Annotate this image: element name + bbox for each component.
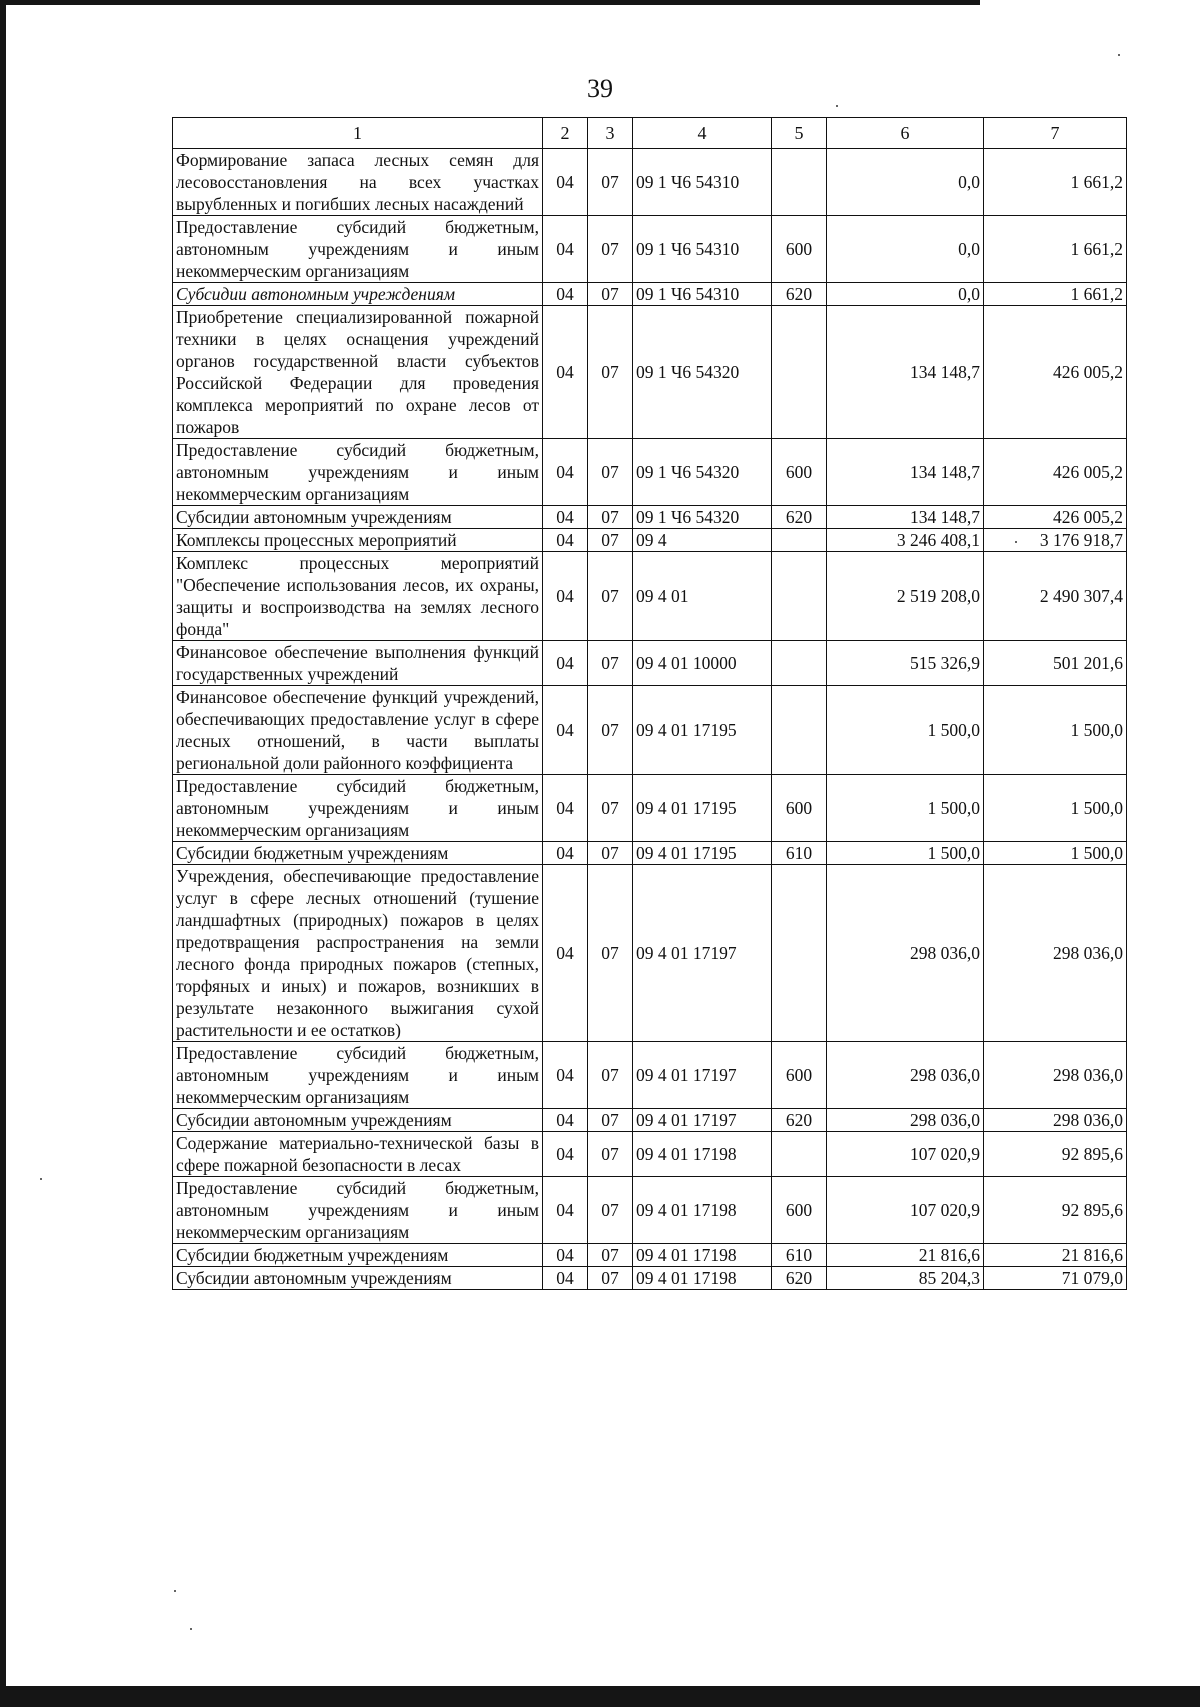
page-number: 39: [587, 74, 613, 103]
section-code-cell: 04: [543, 1132, 588, 1177]
section-code-cell: 04: [543, 149, 588, 216]
expense-type-cell: [772, 306, 827, 439]
amount-year-2-cell: 501 201,6: [984, 641, 1127, 686]
expense-type-cell: [772, 149, 827, 216]
subsection-code-cell: 07: [588, 1042, 633, 1109]
target-article-cell: 09 4 01: [633, 552, 772, 641]
amount-year-2-cell: 1 661,2: [984, 149, 1127, 216]
scan-speck: [836, 105, 838, 107]
subsection-code-cell: 07: [588, 216, 633, 283]
expense-type-cell: 600: [772, 775, 827, 842]
header-row: [173, 118, 1127, 149]
target-article-cell: 09 1 Ч6 54320: [633, 439, 772, 506]
expense-type-cell: 620: [772, 506, 827, 529]
row-name-cell: Финансовое обеспечение функций учреждений, обеспечивающих предоставление услуг в сфере лесных отношений, в части выплаты региональной доли районного коэффициента: [173, 686, 543, 775]
subsection-code-cell: 07: [588, 1177, 633, 1244]
section-code-cell: 04: [543, 1267, 588, 1290]
amount-year-2-cell: 21 816,6: [984, 1244, 1127, 1267]
target-article-cell: 09 4 01 17198: [633, 1177, 772, 1244]
table-row: [173, 306, 1127, 439]
amount-year-1-cell: 134 148,7: [827, 306, 984, 439]
subsection-code-cell: 07: [588, 865, 633, 1042]
expense-type-cell: 600: [772, 439, 827, 506]
amount-year-2-cell: 298 036,0: [984, 1042, 1127, 1109]
row-name-cell: Учреждения, обеспечивающие предоставление услуг в сфере лесных отношений (тушение ландшафтных (природных) пожаров в целях предотвращения распространения на земли лесного фонда природных пожаров (степных, торфяных и иных) и пожаров, возникших в результате незаконного выжигания сухой растительности и ее остатков): [173, 865, 543, 1042]
subsection-code-cell: 07: [588, 439, 633, 506]
budget-table: [172, 117, 1127, 1290]
amount-year-1-cell: 21 816,6: [827, 1244, 984, 1267]
target-article-cell: 09 1 Ч6 54310: [633, 216, 772, 283]
amount-year-1-cell: 298 036,0: [827, 1109, 984, 1132]
row-name-cell: Предоставление субсидий бюджетным, автономным учреждениям и иным некоммерческим организациям: [173, 1177, 543, 1244]
table-row: [173, 439, 1127, 506]
row-name-cell: Комплексы процессных мероприятий: [173, 529, 543, 552]
column-header: 3: [588, 118, 633, 149]
amount-year-2-cell: 298 036,0: [984, 1109, 1127, 1132]
subsection-code-cell: 07: [588, 149, 633, 216]
row-name-cell: Финансовое обеспечение выполнения функций государственных учреждений: [173, 641, 543, 686]
row-name-cell: Формирование запаса лесных семян для лесовосстановления на всех участках вырубленных и погибших лесных насаждений: [173, 149, 543, 216]
row-name-cell: Субсидии автономным учреждениям: [173, 1109, 543, 1132]
table-row: [173, 865, 1127, 1042]
target-article-cell: 09 4 01 17198: [633, 1267, 772, 1290]
target-article-cell: 09 1 Ч6 54320: [633, 306, 772, 439]
subsection-code-cell: 07: [588, 641, 633, 686]
amount-year-1-cell: 298 036,0: [827, 1042, 984, 1109]
table-row: [173, 1267, 1127, 1290]
target-article-cell: 09 1 Ч6 54310: [633, 283, 772, 306]
amount-year-1-cell: 2 519 208,0: [827, 552, 984, 641]
row-name-cell: Предоставление субсидий бюджетным, автономным учреждениям и иным некоммерческим организациям: [173, 216, 543, 283]
section-code-cell: 04: [543, 1109, 588, 1132]
scan-left-edge: [0, 0, 6, 1707]
table-row: [173, 1244, 1127, 1267]
column-header: 5: [772, 118, 827, 149]
table-row: [173, 1177, 1127, 1244]
target-article-cell: 09 4 01 17197: [633, 1042, 772, 1109]
amount-year-1-cell: 1 500,0: [827, 775, 984, 842]
amount-year-1-cell: 134 148,7: [827, 439, 984, 506]
row-name-cell: Предоставление субсидий бюджетным, автономным учреждениям и иным некоммерческим организациям: [173, 775, 543, 842]
expense-type-cell: 610: [772, 1244, 827, 1267]
subsection-code-cell: 07: [588, 1132, 633, 1177]
table-row: [173, 149, 1127, 216]
row-name-cell: Предоставление субсидий бюджетным, автономным учреждениям и иным некоммерческим организациям: [173, 1042, 543, 1109]
amount-year-1-cell: 298 036,0: [827, 865, 984, 1042]
amount-year-2-cell: 92 895,6: [984, 1132, 1127, 1177]
subsection-code-cell: 07: [588, 1109, 633, 1132]
table-row: [173, 529, 1127, 552]
subsection-code-cell: 07: [588, 529, 633, 552]
table-row: [173, 686, 1127, 775]
expense-type-cell: [772, 865, 827, 1042]
subsection-code-cell: 07: [588, 686, 633, 775]
target-article-cell: 09 4: [633, 529, 772, 552]
amount-year-1-cell: 107 020,9: [827, 1132, 984, 1177]
row-name-cell: Субсидии автономным учреждениям: [173, 1267, 543, 1290]
expense-type-cell: 600: [772, 1177, 827, 1244]
amount-year-1-cell: 0,0: [827, 216, 984, 283]
section-code-cell: 04: [543, 1244, 588, 1267]
subsection-code-cell: 07: [588, 842, 633, 865]
row-name-cell: Приобретение специализированной пожарной техники в целях оснащения учреждений органов государственной власти субъектов Российской Федерации для проведения комплекса мероприятий по охране лесов от пожаров: [173, 306, 543, 439]
expense-type-cell: 610: [772, 842, 827, 865]
row-name-cell: Субсидии бюджетным учреждениям: [173, 1244, 543, 1267]
amount-year-2-cell: 1 500,0: [984, 686, 1127, 775]
table-row: [173, 775, 1127, 842]
amount-year-2-cell: 426 005,2: [984, 439, 1127, 506]
amount-year-2-cell: 1 500,0: [984, 775, 1127, 842]
target-article-cell: 09 4 01 17195: [633, 842, 772, 865]
expense-type-cell: 620: [772, 283, 827, 306]
column-header: 2: [543, 118, 588, 149]
expense-type-cell: [772, 552, 827, 641]
amount-year-1-cell: 1 500,0: [827, 842, 984, 865]
row-name-cell: Комплекс процессных мероприятий "Обеспечение использования лесов, их охраны, защиты и воспроизводства на землях лесного фонда": [173, 552, 543, 641]
scan-speck: [40, 1178, 42, 1180]
scan-speck: [174, 1590, 176, 1592]
table-row: [173, 1042, 1127, 1109]
table-row: [173, 216, 1127, 283]
expense-type-cell: 600: [772, 216, 827, 283]
table-row: [173, 641, 1127, 686]
target-article-cell: 09 4 01 17195: [633, 775, 772, 842]
amount-year-2-cell: 71 079,0: [984, 1267, 1127, 1290]
amount-year-1-cell: 134 148,7: [827, 506, 984, 529]
amount-year-2-cell: 1 661,2: [984, 283, 1127, 306]
target-article-cell: 09 4 01 17197: [633, 1109, 772, 1132]
amount-year-1-cell: 0,0: [827, 283, 984, 306]
section-code-cell: 04: [543, 775, 588, 842]
row-name-cell: Предоставление субсидий бюджетным, автономным учреждениям и иным некоммерческим организациям: [173, 439, 543, 506]
section-code-cell: 04: [543, 1177, 588, 1244]
target-article-cell: 09 4 01 10000: [633, 641, 772, 686]
column-header: 7: [984, 118, 1127, 149]
subsection-code-cell: 07: [588, 283, 633, 306]
amount-year-2-cell: 298 036,0: [984, 865, 1127, 1042]
expense-type-cell: [772, 686, 827, 775]
table-row: [173, 1132, 1127, 1177]
subsection-code-cell: 07: [588, 306, 633, 439]
row-name-cell: Субсидии автономным учреждениям: [173, 283, 543, 306]
target-article-cell: 09 4 01 17198: [633, 1244, 772, 1267]
expense-type-cell: [772, 641, 827, 686]
section-code-cell: 04: [543, 865, 588, 1042]
section-code-cell: 04: [543, 1042, 588, 1109]
amount-year-2-cell: 92 895,6: [984, 1177, 1127, 1244]
target-article-cell: 09 1 Ч6 54310: [633, 149, 772, 216]
column-header: 4: [633, 118, 772, 149]
section-code-cell: 04: [543, 439, 588, 506]
table-row: [173, 283, 1127, 306]
column-header: 1: [173, 118, 543, 149]
row-name-cell: Содержание материально-технической базы в сфере пожарной безопасности в лесах: [173, 1132, 543, 1177]
amount-year-2-cell: 3 176 918,7: [984, 529, 1127, 552]
expense-type-cell: [772, 1132, 827, 1177]
target-article-cell: 09 4 01 17195: [633, 686, 772, 775]
amount-year-1-cell: 515 326,9: [827, 641, 984, 686]
amount-year-2-cell: 426 005,2: [984, 506, 1127, 529]
section-code-cell: 04: [543, 216, 588, 283]
section-code-cell: 04: [543, 552, 588, 641]
section-code-cell: 04: [543, 842, 588, 865]
table-row: [173, 552, 1127, 641]
row-name-cell: Субсидии автономным учреждениям: [173, 506, 543, 529]
expense-type-cell: 620: [772, 1267, 827, 1290]
subsection-code-cell: 07: [588, 775, 633, 842]
amount-year-1-cell: 1 500,0: [827, 686, 984, 775]
section-code-cell: 04: [543, 529, 588, 552]
amount-year-1-cell: 85 204,3: [827, 1267, 984, 1290]
expense-type-cell: [772, 529, 827, 552]
scan-speck: [190, 1628, 192, 1630]
amount-year-1-cell: 0,0: [827, 149, 984, 216]
amount-year-2-cell: 1 661,2: [984, 216, 1127, 283]
column-header: 6: [827, 118, 984, 149]
table-body: [173, 149, 1127, 1290]
section-code-cell: 04: [543, 686, 588, 775]
expense-type-cell: 600: [772, 1042, 827, 1109]
expense-type-cell: 620: [772, 1109, 827, 1132]
subsection-code-cell: 07: [588, 506, 633, 529]
section-code-cell: 04: [543, 641, 588, 686]
table-row: [173, 506, 1127, 529]
target-article-cell: 09 1 Ч6 54320: [633, 506, 772, 529]
scan-bottom-edge: [0, 1686, 1200, 1707]
amount-year-2-cell: 426 005,2: [984, 306, 1127, 439]
amount-year-2-cell: 2 490 307,4: [984, 552, 1127, 641]
section-code-cell: 04: [543, 283, 588, 306]
section-code-cell: 04: [543, 306, 588, 439]
amount-year-1-cell: 107 020,9: [827, 1177, 984, 1244]
subsection-code-cell: 07: [588, 552, 633, 641]
row-name-cell: Субсидии бюджетным учреждениям: [173, 842, 543, 865]
amount-year-2-cell: 1 500,0: [984, 842, 1127, 865]
amount-year-1-cell: 3 246 408,1: [827, 529, 984, 552]
scan-top-edge: [0, 0, 980, 5]
subsection-code-cell: 07: [588, 1244, 633, 1267]
subsection-code-cell: 07: [588, 1267, 633, 1290]
table-row: [173, 842, 1127, 865]
scan-speck: [1118, 54, 1120, 56]
target-article-cell: 09 4 01 17197: [633, 865, 772, 1042]
target-article-cell: 09 4 01 17198: [633, 1132, 772, 1177]
section-code-cell: 04: [543, 506, 588, 529]
table-row: [173, 1109, 1127, 1132]
